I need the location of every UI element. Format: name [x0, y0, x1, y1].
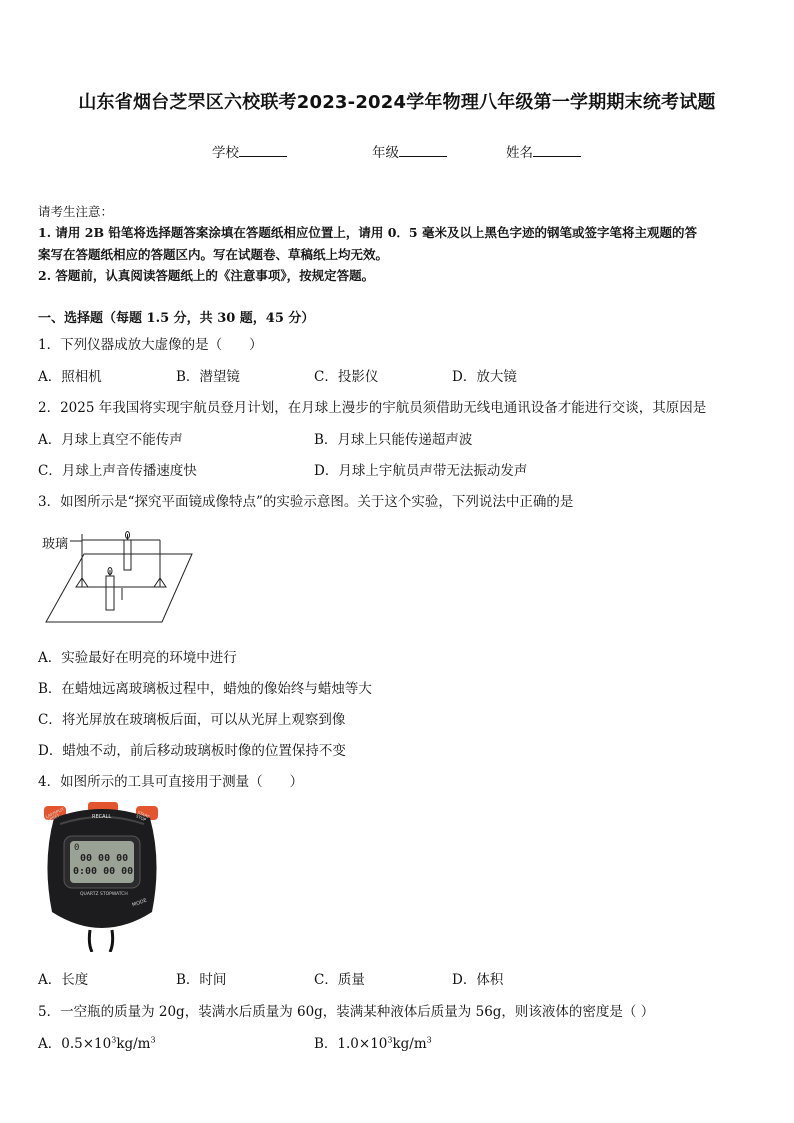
q3-option-c[interactable]: C．将光屏放在玻璃板后面，可以从光屏上观察到像	[38, 712, 346, 728]
q5-option-b-unit: kg/m	[392, 1036, 427, 1052]
q1-option-d[interactable]: D．放大镜	[452, 369, 517, 385]
q5-option-a[interactable]	[38, 1032, 156, 1052]
start-stop-button-label: START STOP	[135, 809, 151, 823]
notice-line-2: 2. 答题前，认真阅读答题纸上的《注意事项》，按规定答题。	[38, 268, 375, 283]
q1-stem: 1．下列仪器成放大虚像的是（ ）	[38, 337, 263, 353]
q2-stem: 2．2025 年我国将实现宇航员登月计划，在月球上漫步的宇航员须借助无线电通讯设备才能进行交谈，其原因是	[38, 400, 707, 416]
q3-figure-label: 玻璃	[42, 537, 69, 552]
q1-option-b[interactable]: B．潜望镜	[176, 369, 240, 385]
q5-option-a-unit-exp: 3	[150, 1035, 156, 1045]
grade-label: 年级	[372, 145, 399, 161]
q5-option-a-value: A．0.5×10	[38, 1036, 112, 1052]
stopwatch-display-row1: 0	[74, 843, 80, 853]
mirror-experiment-diagram	[40, 528, 200, 628]
school-blank[interactable]	[239, 144, 287, 157]
notice-heading: 请考生注意：	[38, 204, 114, 219]
q4-stem: 4．如图所示的工具可直接用于测量（ ）	[38, 774, 304, 790]
q5-stem: 5．一空瓶的质量为 20g，装满水后质量为 60g，装满某种液体后质量为 56g，则该液体的密度是（ ）	[38, 1004, 655, 1020]
q3-figure	[40, 528, 200, 628]
grade-field[interactable]	[372, 141, 447, 161]
q3-stem: 3．如图所示是“探究平面镜成像特点”的实验示意图。关于这个实验，下列说法中正确的是	[38, 494, 574, 510]
q4-option-d[interactable]: D．体积	[452, 972, 504, 988]
q3-option-a[interactable]: A．实验最好在明亮的环境中进行	[38, 650, 237, 666]
name-label: 姓名	[506, 145, 533, 161]
q4-option-c[interactable]: C．质量	[314, 972, 365, 988]
notice-line-1b: 案写在答题纸相应的答题区内。写在试题卷、草稿纸上均无效。	[38, 247, 389, 262]
q2-option-c[interactable]: C．月球上声音传播速度快	[38, 463, 197, 479]
stopwatch-brand: QUARTZ STOPWATCH	[80, 892, 128, 897]
q5-option-b-unit-exp: 3	[426, 1035, 432, 1045]
page-title: 山东省烟台芝罘区六校联考2023-2024学年物理八年级第一学期期末统考试题	[78, 92, 716, 113]
q5-option-a-exp: 3	[111, 1035, 117, 1045]
stopwatch-icon	[40, 802, 164, 952]
section-heading: 一、选择题（每题 1.5 分，共 30 题，45 分）	[38, 311, 315, 326]
name-field[interactable]	[506, 141, 581, 161]
stopwatch-mode: MODE	[131, 897, 148, 909]
q2-option-b[interactable]: B．月球上只能传递超声波	[314, 432, 473, 448]
q5-option-a-unit: kg/m	[116, 1036, 151, 1052]
recall-button-label: RECALL	[92, 814, 112, 820]
q3-option-b[interactable]: B．在蜡烛远离玻璃板过程中，蜡烛的像始终与蜡烛等大	[38, 681, 372, 697]
q1-option-c[interactable]: C．投影仪	[314, 369, 379, 385]
q5-option-b[interactable]	[314, 1032, 432, 1052]
stopwatch-display-row2: 00 00 00	[80, 853, 129, 864]
school-label: 学校	[212, 145, 239, 161]
q4-option-a[interactable]: A．长度	[38, 972, 89, 988]
stopwatch-display-row3: 0:00 00 00	[73, 866, 134, 877]
lap-reset-button-label: LAP/SPLIT RESET	[44, 806, 65, 823]
q2-option-a[interactable]: A．月球上真空不能传声	[38, 432, 183, 448]
notice-line-1a: 1. 请用 2B 铅笔将选择题答案涂填在答题纸相应位置上，请用 0．5 毫米及以上黑色字迹的钢笔或签字笔将主观题的答	[38, 225, 697, 240]
name-blank[interactable]	[533, 144, 581, 157]
q2-option-d[interactable]: D．月球上宇航员声带无法振动发声	[314, 463, 528, 479]
school-field[interactable]	[212, 141, 287, 161]
q5-option-b-exp: 3	[387, 1035, 393, 1045]
q1-option-a[interactable]: A．照相机	[38, 369, 102, 385]
q3-option-d[interactable]: D．蜡烛不动，前后移动玻璃板时像的位置保持不变	[38, 743, 346, 759]
q5-option-b-value: B．1.0×10	[314, 1036, 388, 1052]
stopwatch-figure	[40, 802, 164, 952]
q4-option-b[interactable]: B．时间	[176, 972, 227, 988]
grade-blank[interactable]	[399, 144, 447, 157]
